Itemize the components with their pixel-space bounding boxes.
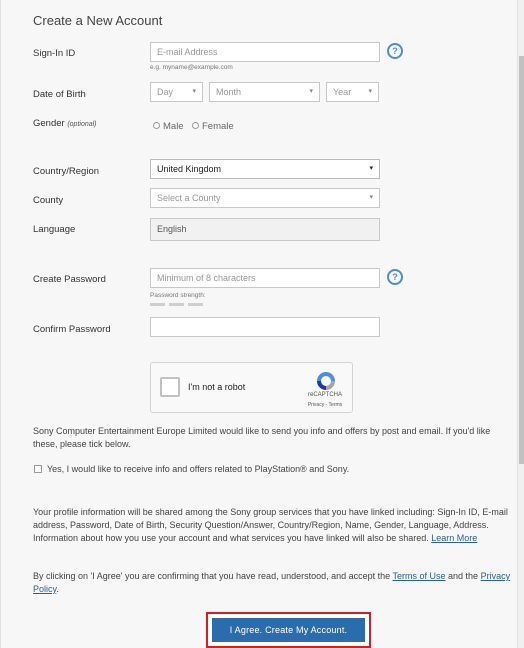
sign-in-help-icon[interactable]: ?	[387, 43, 403, 59]
profile-notice-line3	[33, 532, 477, 545]
learn-more-link[interactable]: Learn More	[431, 533, 478, 543]
dob-label: Date of Birth	[33, 89, 86, 100]
chevron-down-icon: ▾	[368, 88, 372, 95]
confirm-password-input[interactable]	[150, 317, 380, 337]
gender-male-label[interactable]: Male	[163, 121, 184, 132]
profile-notice-line1: Your profile information will be shared among the Sony group services that you have linked including: Sign-In ID, E-mail	[33, 507, 508, 517]
dob-year-select[interactable]	[326, 82, 379, 102]
password-strength-label: Password strength:	[150, 292, 206, 299]
dob-year-value: Year	[333, 87, 352, 97]
gender-label	[33, 118, 97, 129]
create-password-input[interactable]: Minimum of 8 characters	[150, 268, 380, 288]
profile-notice-line2: address, Password, Date of Birth, Security Question/Answer, Country/Region, Name, Gender, Language, Address.	[33, 520, 489, 530]
agree-button-highlight	[206, 612, 371, 648]
recaptcha-checkbox[interactable]	[160, 377, 180, 397]
privacy-policy-link[interactable]: Privacy	[480, 571, 511, 581]
vertical-scrollbar[interactable]	[517, 0, 524, 648]
page-title: Create a New Account	[33, 13, 163, 28]
gender-optional-note: (optional)	[67, 121, 97, 128]
recaptcha-brand: reCAPTCHA	[307, 392, 342, 398]
password-strength-bar	[150, 303, 165, 306]
marketing-text-line1: Sony Computer Entertainment Europe Limited would like to send you info and offers by post and email. If you'd like	[33, 426, 491, 436]
county-select[interactable]	[150, 188, 380, 208]
chevron-down-icon: ▾	[369, 165, 373, 172]
dob-month-select[interactable]	[209, 82, 320, 102]
chevron-down-icon: ▾	[192, 88, 196, 95]
agree-create-account-button[interactable]: I Agree. Create My Account.	[212, 618, 365, 642]
gender-label-text: Gender	[33, 118, 65, 129]
gender-female-label[interactable]: Female	[202, 121, 234, 132]
privacy-policy-link-end[interactable]: Policy	[33, 584, 57, 594]
dob-day-select[interactable]	[150, 82, 203, 102]
marketing-checkbox-label[interactable]: Yes, I would like to receive info and offers related to PlayStation® and Sony.	[47, 464, 350, 474]
country-select[interactable]	[150, 159, 380, 179]
gender-male-radio[interactable]	[153, 122, 160, 129]
dob-month-value: Month	[216, 87, 242, 97]
terms-period: .	[56, 584, 59, 594]
chevron-down-icon: ▾	[369, 194, 373, 201]
dob-day-value: Day	[157, 87, 174, 97]
recaptcha-widget	[150, 362, 353, 413]
marketing-checkbox[interactable]	[34, 465, 42, 473]
gender-female-radio[interactable]	[192, 122, 199, 129]
sign-in-id-input[interactable]: E-mail Address	[150, 42, 380, 62]
county-value: Select a County	[157, 193, 221, 203]
profile-notice-line3-text: Information about how you use your account and what services you have linked will also be shared.	[33, 533, 429, 543]
county-label: County	[33, 195, 64, 206]
scrollbar-thumb[interactable]	[519, 56, 524, 464]
recaptcha-logo-icon	[315, 370, 337, 392]
recaptcha-links[interactable]: Privacy - Terms	[307, 402, 343, 408]
country-value: United Kingdom	[157, 164, 222, 174]
confirm-password-label: Confirm Password	[33, 324, 111, 335]
language-field: English	[150, 218, 380, 241]
create-password-label: Create Password	[33, 274, 106, 285]
chevron-down-icon: ▾	[309, 88, 313, 95]
sign-in-id-label: Sign-In ID	[33, 48, 76, 59]
marketing-text-line2: these, please tick below.	[33, 439, 131, 449]
terms-and: and the	[448, 571, 479, 581]
terms-line1	[33, 570, 510, 583]
sign-in-hint: e.g. myname@example.com	[150, 64, 233, 71]
terms-of-use-link[interactable]: Terms of Use	[392, 571, 446, 581]
terms-prefix: By clicking on 'I Agree' you are confirming that you have read, understood, and accept the	[33, 571, 391, 581]
recaptcha-label: I'm not a robot	[188, 382, 246, 392]
language-label: Language	[33, 224, 76, 235]
terms-line2	[33, 583, 59, 596]
country-label: Country/Region	[33, 166, 100, 177]
password-help-icon[interactable]: ?	[387, 269, 403, 285]
password-strength-bar	[188, 303, 203, 306]
password-strength-bar	[169, 303, 184, 306]
